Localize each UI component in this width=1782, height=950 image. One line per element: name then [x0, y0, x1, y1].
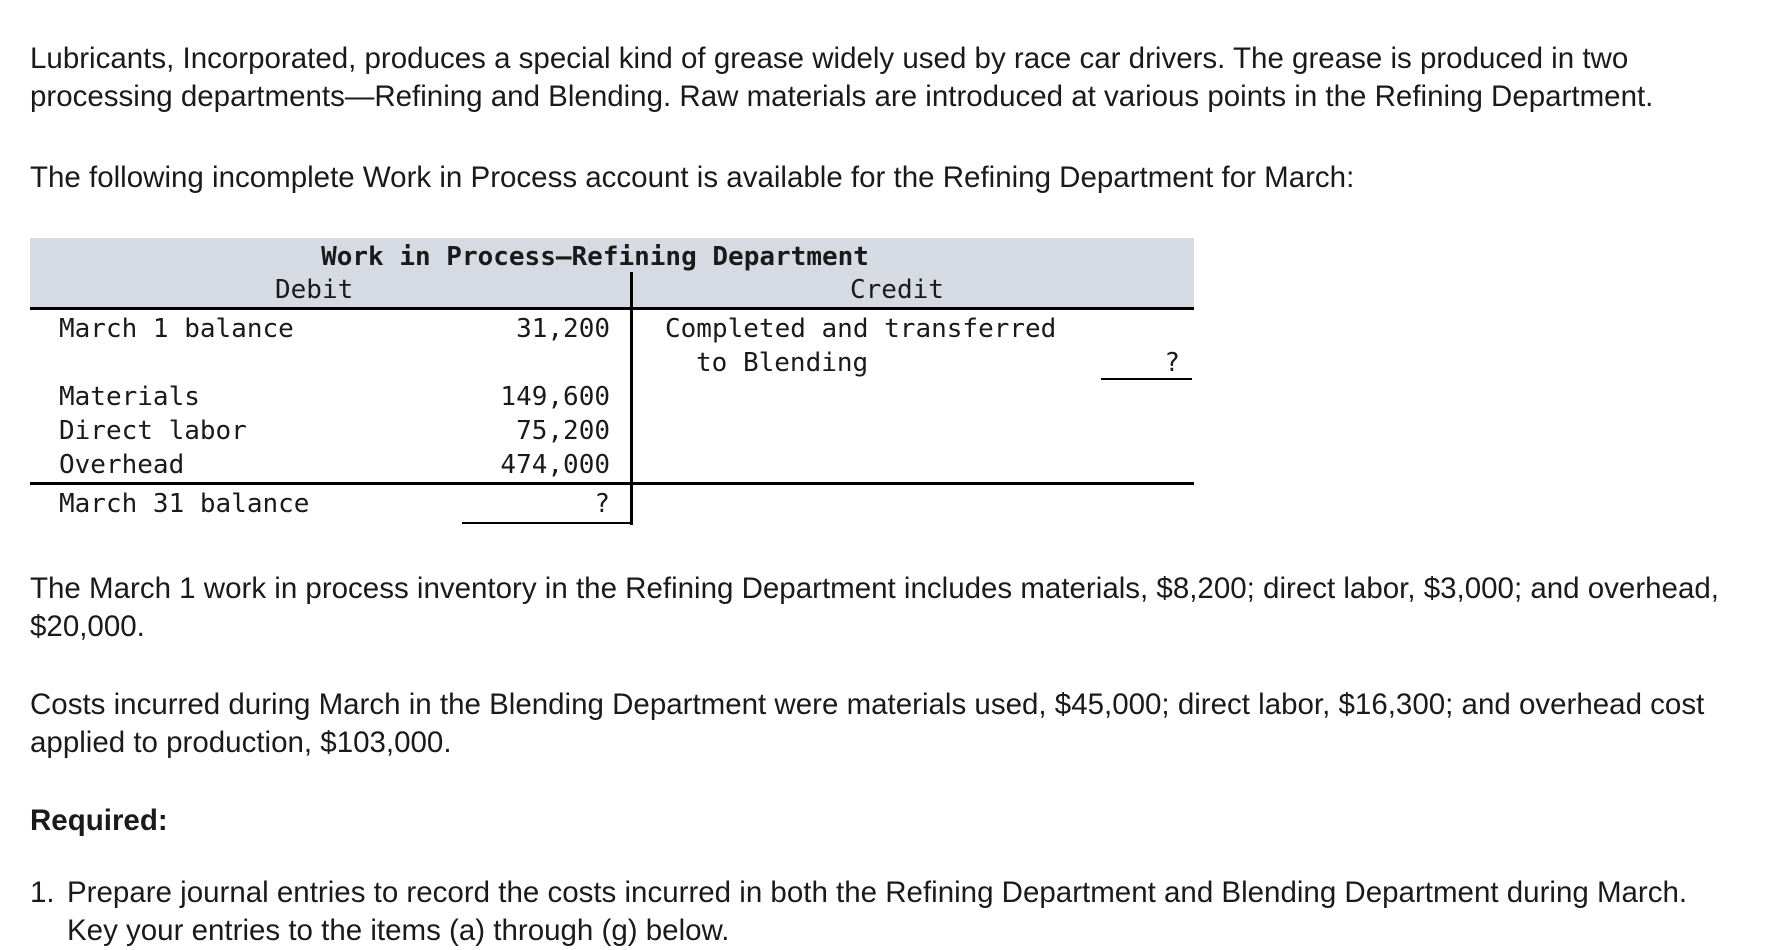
credit-row-amount: ? [1164, 348, 1180, 378]
balance-rule [30, 482, 1194, 485]
ending-balance-label: March 31 balance [59, 489, 310, 519]
list-item-text: Prepare journal entries to record the costs incurred in both the Refining Department and Blending Department during March. Key your entries to the items (a) through (g) below. [67, 876, 1688, 947]
debit-row-amount: 149,600 [500, 382, 610, 412]
t-account-header [30, 238, 1194, 307]
debit-row-label: Direct labor [59, 416, 247, 446]
t-divider [630, 272, 633, 525]
debit-row-label: Overhead [59, 450, 185, 480]
list-item-number: 1. [30, 876, 55, 909]
t-account-title: Work in Process–Refining Department [321, 242, 869, 272]
debit-row-label: Materials [59, 382, 200, 412]
debit-row-amount: 474,000 [500, 450, 610, 480]
header-rule [30, 307, 1194, 310]
details-paragraph-2: Costs incurred during March in the Blending Department were materials used, $45,000; direct labor, $16,300; and overhead cost applied to production, $103,000. [30, 688, 1705, 759]
ending-balance-amount: ? [594, 489, 610, 519]
required-heading: Required: [30, 804, 168, 837]
debit-row-amount: 75,200 [516, 416, 610, 446]
intro-paragraph-1: Lubricants, Incorporated, produces a special kind of grease widely used by race car drivers. The grease is produced in two processing departments—Refining and Blending. Raw materials are introduced at various points in the Refining Department. [30, 42, 1654, 113]
credit-label: Credit [850, 275, 944, 305]
details-paragraph-1: The March 1 work in process inventory in the Refining Department includes materials, $8,200; direct labor, $3,000; and overhead, $20,000. [30, 572, 1719, 643]
credit-row-label-continued: to Blending [696, 348, 869, 378]
list-item [30, 874, 1730, 950]
credit-amount-underline [1101, 378, 1192, 380]
ending-balance-underline [462, 522, 630, 524]
debit-row-label: March 1 balance [59, 314, 294, 344]
t-account [30, 238, 1194, 525]
intro-paragraph-2: The following incomplete Work in Process account is available for the Refining Department for March: [30, 161, 1355, 194]
debit-label: Debit [275, 275, 354, 305]
required-list [30, 874, 1730, 950]
credit-row-label: Completed and transferred [665, 314, 1057, 344]
debit-row-amount: 31,200 [516, 314, 610, 344]
